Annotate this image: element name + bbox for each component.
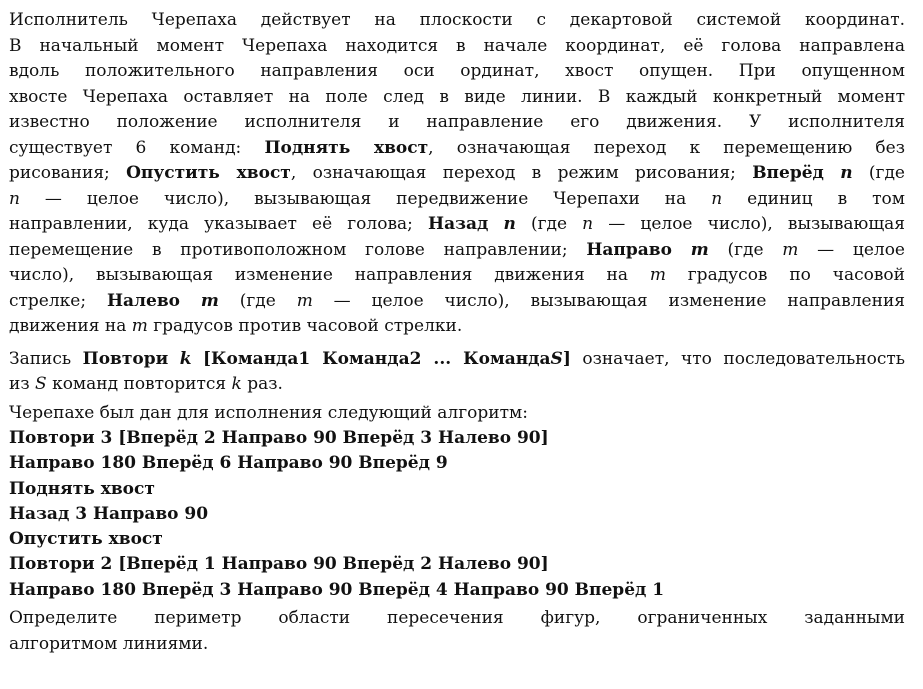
algorithm-line: Опустить хвост [9, 529, 163, 550]
algorithm-line: Поднять хвост [9, 478, 155, 499]
variable-k: k [231, 374, 242, 394]
intro-line: В начальный момент Черепаха находится в начале координат, её голова направлена [9, 35, 905, 56]
command-name: Повтори [82, 348, 169, 369]
algorithm-line: Направо 180 Вперёд 6 Направо 90 Вперёд 9 [9, 453, 448, 474]
intro-line: вдоль положительного направления оси ординат, хвост опущен. При опущенном [9, 61, 905, 81]
variable-s: S [35, 374, 47, 394]
variable-n: n [840, 163, 853, 183]
repeat-note-paragraph [9, 347, 905, 398]
command-name: Поднять хвост [264, 137, 429, 158]
command-list: [Команда1 Команда2 ... КомандаS] [202, 348, 571, 369]
intro-paragraph [9, 8, 905, 340]
command-name: Назад [428, 214, 489, 234]
question-line: алгоритмом линиями. [9, 633, 209, 654]
task-document [9, 8, 905, 657]
algorithm-line: Назад 3 Направо 90 [9, 503, 209, 524]
algorithm-line: Повтори 3 [Вперёд 2 Направо 90 Вперёд 3 Налево 90] [9, 428, 549, 448]
task-intro [9, 401, 905, 427]
algorithm-line: Направо 180 Вперёд 3 Направо 90 Вперёд 4 Направо 90 Вперёд 1 [9, 579, 665, 600]
variable-m: m [782, 239, 799, 260]
variable-m: m [649, 265, 666, 285]
intro-line: хвосте Черепаха оставляет на поле след в виде линии. В каждый конкретный момент [9, 86, 905, 107]
variable-m: m [296, 290, 313, 311]
command-name: Вперёд [752, 163, 824, 183]
intro-line: перемещение в противоположном голове направлении; Направо m (где m — целое [9, 239, 905, 260]
variable-n: n [711, 188, 723, 209]
algorithm-line: Повтори 2 [Вперёд 1 Направо 90 Вперёд 2 Налево 90] [9, 554, 549, 575]
intro-line: рисования; Опустить хвост, означающая переход в режим рисования; Вперёд n (где [9, 163, 905, 183]
repeat-note-line: из S команд повторится k раз. [9, 374, 283, 394]
intro-line: существует 6 команд: Поднять хвост, означающая переход к перемещению без [9, 137, 906, 158]
repeat-note-line: Запись Повтори k [Команда1 Команда2 ... КомандаS] означает, что последовательность [9, 348, 906, 369]
variable-m: m [131, 316, 148, 336]
variable-n: n [9, 188, 20, 209]
intro-line: направлении, куда указывает её голова; Назад n (где n — целое число), вызывающая [9, 214, 905, 234]
variable-n: n [582, 214, 594, 234]
variable-n: n [503, 214, 516, 234]
algorithm-listing [9, 426, 905, 603]
question-paragraph [9, 606, 905, 657]
variable-k: k [179, 348, 192, 369]
command-name: Опустить хвост [126, 163, 291, 183]
task-intro-line: Черепахе был дан для исполнения следующий алгоритм: [9, 402, 528, 423]
command-name: Направо [586, 239, 672, 260]
intro-line: число), вызывающая изменение направления движения на m градусов по часовой [9, 265, 905, 285]
intro-line: n — целое число), вызывающая передвижение Черепахи на n единиц в том [9, 188, 905, 209]
variable-m: m [690, 239, 709, 260]
intro-line: Исполнитель Черепаха действует на плоскости с декартовой системой координат. [9, 10, 905, 30]
question-line: Определите периметр области пересечения фигур, ограниченных заданными [9, 608, 905, 629]
intro-line: стрелке; Налево m (где m — целое число), вызывающая изменение направления [9, 290, 905, 311]
intro-line: движения на m градусов против часовой стрелки. [9, 316, 463, 336]
variable-m: m [200, 290, 219, 311]
command-name: Налево [106, 290, 180, 311]
intro-line: известно положение исполнителя и направление его движения. У исполнителя [9, 112, 905, 132]
